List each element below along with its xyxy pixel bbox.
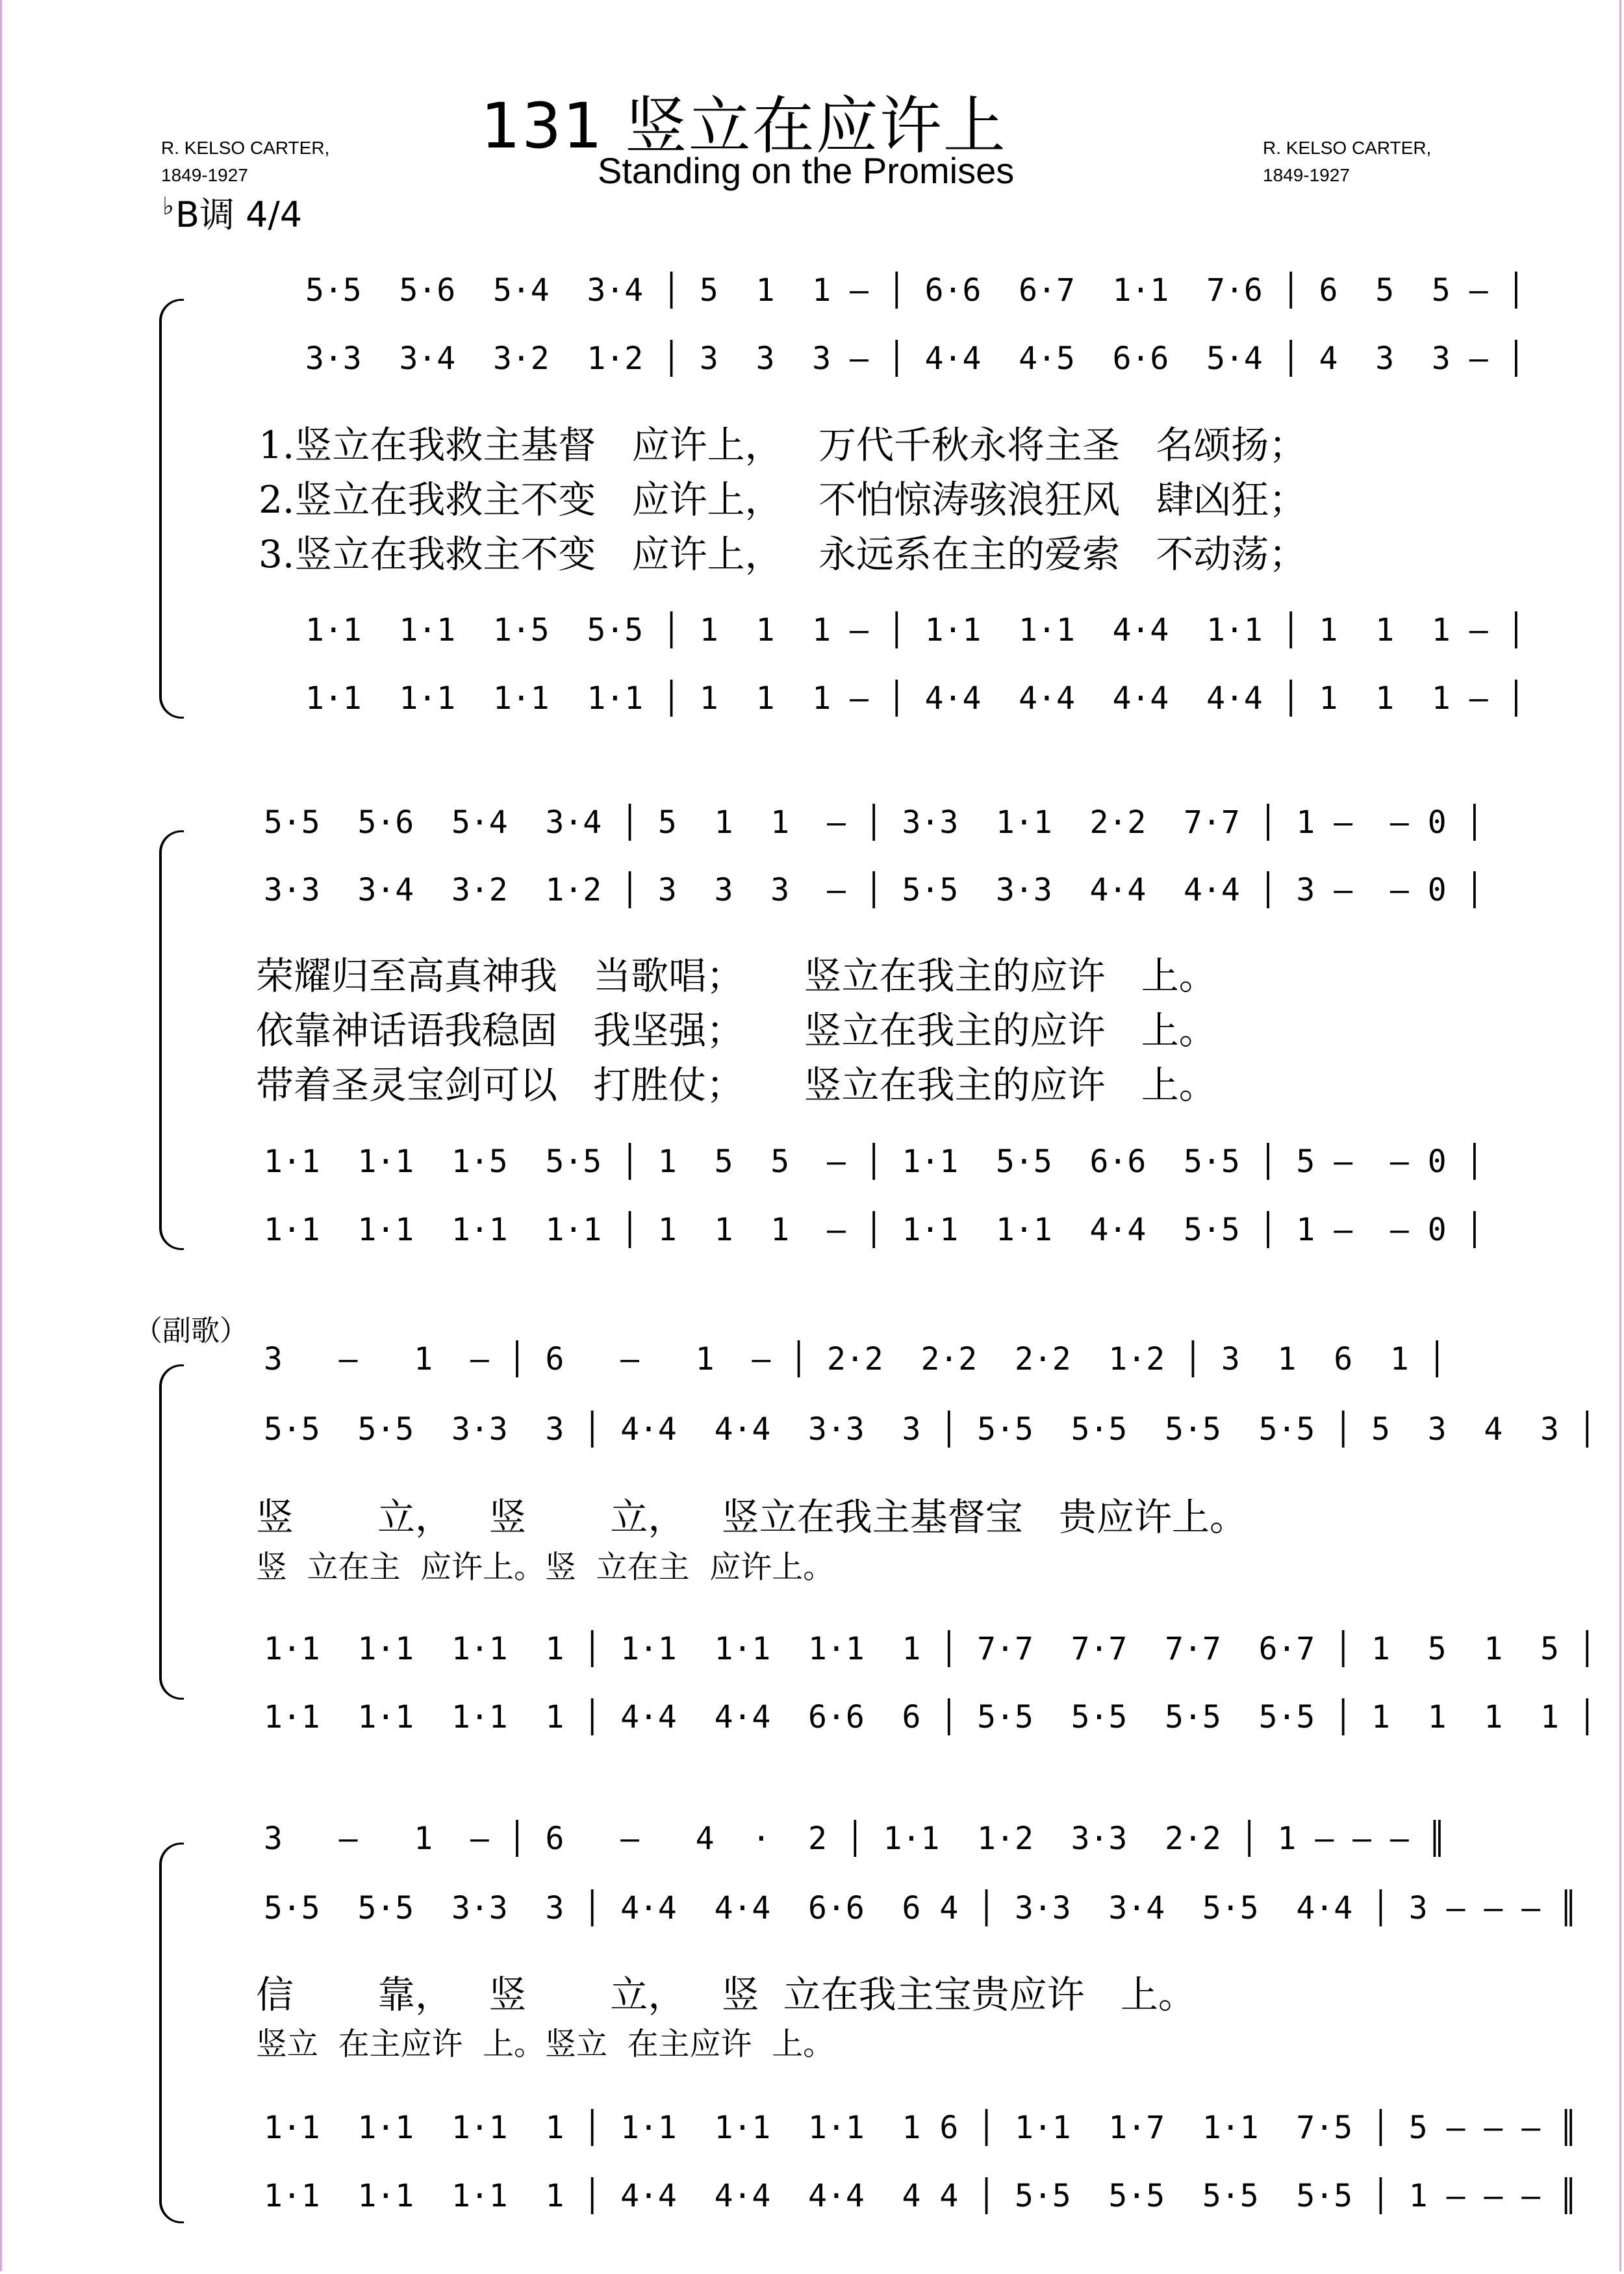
system-3-tenor: 1·1 1·1 1·1 1 │ 1·1 1·1 1·1 1 │ 7·7 7·7 7·7 6·7 │ 1 5 1 5 │ [264, 1631, 1597, 1667]
system-1-tenor: 1·1 1·1 1·5 5·5 │ 1 1 1 — │ 1·1 1·1 4·4 1·1 │ 1 1 1 — │ [305, 612, 1526, 648]
system-4-brace [159, 1843, 184, 2223]
system-2-verse-1: 荣耀归至高真神我 当歌唱； 竖立在我主的应许 上。 [256, 954, 1217, 998]
key-signature [162, 187, 302, 237]
system-3-soprano: 3 — 1 — │ 6 — 1 — │ 2·2 2·2 2·2 1·2 │ 3 1 6 1 │ [264, 1341, 1447, 1377]
system-1-bass: 1·1 1·1 1·1 1·1 │ 1 1 1 — │ 4·4 4·4 4·4 4·4 │ 1 1 1 — │ [305, 680, 1526, 717]
hymn-title: 131 竖立在应许上 [481, 90, 1007, 162]
hymn-subtitle: Standing on the Promises [598, 150, 1015, 191]
system-1-verse-3: 3.竖立在我救主不变 应许上， 永远系在主的爱索 不动荡； [259, 532, 1307, 576]
author-credit: R. KELSO CARTER, 1849-1927 [1263, 138, 1432, 185]
system-1-verse-2: 2.竖立在我救主不变 应许上， 不怕惊涛骇浪狂风 肆凶狂； [259, 478, 1307, 522]
system-1-soprano: 5·5 5·6 5·4 3·4 │ 5 1 1 — │ 6·6 6·7 1·1 7·6 │ 6 5 5 — │ [305, 272, 1526, 309]
system-2-brace [159, 830, 184, 1250]
system-4-echo-lyric: 竖立 在主应许 上。竖立 在主应许 上。 [256, 2026, 835, 2062]
system-3-brace [159, 1364, 184, 1700]
system-2-verse-2: 依靠神话语我稳固 我坚强； 竖立在我主的应许 上。 [256, 1008, 1217, 1053]
system-4-alto: 5·5 5·5 3·3 3 │ 4·4 4·4 6·6 6 4 │ 3·3 3·4 5·5 4·4 │ 3 — — — ║ [264, 1890, 1578, 1926]
system-2-soprano: 5·5 5·6 5·4 3·4 │ 5 1 1 — │ 3·3 1·1 2·2 7·7 │ 1 — — 0 │ [264, 804, 1484, 841]
chorus-label: （副歌） [134, 1314, 248, 1348]
system-3-bass: 1·1 1·1 1·1 1 │ 4·4 4·4 6·6 6 │ 5·5 5·5 5·5 5·5 │ 1 1 1 1 │ [264, 1699, 1597, 1735]
system-1-brace [159, 299, 184, 719]
system-2-alto: 3·3 3·4 3·2 1·2 │ 3 3 3 — │ 5·5 3·3 4·4 4·4 │ 3 — — 0 │ [264, 872, 1484, 908]
system-1-verse-1: 1.竖立在我救主基督 应许上， 万代千秋永将主圣 名颂扬； [259, 423, 1307, 467]
system-2-verse-3: 带着圣灵宝剑可以 打胜仗； 竖立在我主的应许 上。 [256, 1063, 1217, 1107]
system-3-alto: 5·5 5·5 3·3 3 │ 4·4 4·4 3·3 3 │ 5·5 5·5 5·5 5·5 │ 5 3 4 3 │ [264, 1411, 1597, 1448]
system-3-echo-lyric: 竖 立在主 应许上。竖 立在主 应许上。 [256, 1549, 835, 1585]
system-3-lyric: 竖 立， 竖 立， 竖立在我主基督宝 贵应许上。 [256, 1495, 1248, 1539]
system-4-soprano: 3 — 1 — │ 6 — 4 · 2 │ 1·1 1·2 3·3 2·2 │ 1 — — — ║ [264, 1820, 1447, 1857]
system-4-bass: 1·1 1·1 1·1 1 │ 4·4 4·4 4·4 4 4 │ 5·5 5·5 5·5 5·5 │ 1 — — — ║ [264, 2178, 1578, 2214]
system-4-tenor: 1·1 1·1 1·1 1 │ 1·1 1·1 1·1 1 6 │ 1·1 1·7 1·1 7·5 │ 5 — — — ║ [264, 2110, 1578, 2146]
system-4-lyric: 信 靠， 竖 立， 竖 立在我主宝贵应许 上。 [256, 1973, 1196, 2017]
key-time-label: B调 4/4 [175, 194, 303, 235]
flat-sign: ♭ [162, 192, 174, 220]
system-2-tenor: 1·1 1·1 1·5 5·5 │ 1 5 5 — │ 1·1 5·5 6·6 5·5 │ 5 — — 0 │ [264, 1143, 1484, 1180]
system-1-alto: 3·3 3·4 3·2 1·2 │ 3 3 3 — │ 4·4 4·5 6·6 5·4 │ 4 3 3 — │ [305, 340, 1526, 377]
composer-credit: R. KELSO CARTER, 1849-1927 [161, 138, 330, 185]
system-2-bass: 1·1 1·1 1·1 1·1 │ 1 1 1 — │ 1·1 1·1 4·4 5·5 │ 1 — — 0 │ [264, 1212, 1484, 1248]
